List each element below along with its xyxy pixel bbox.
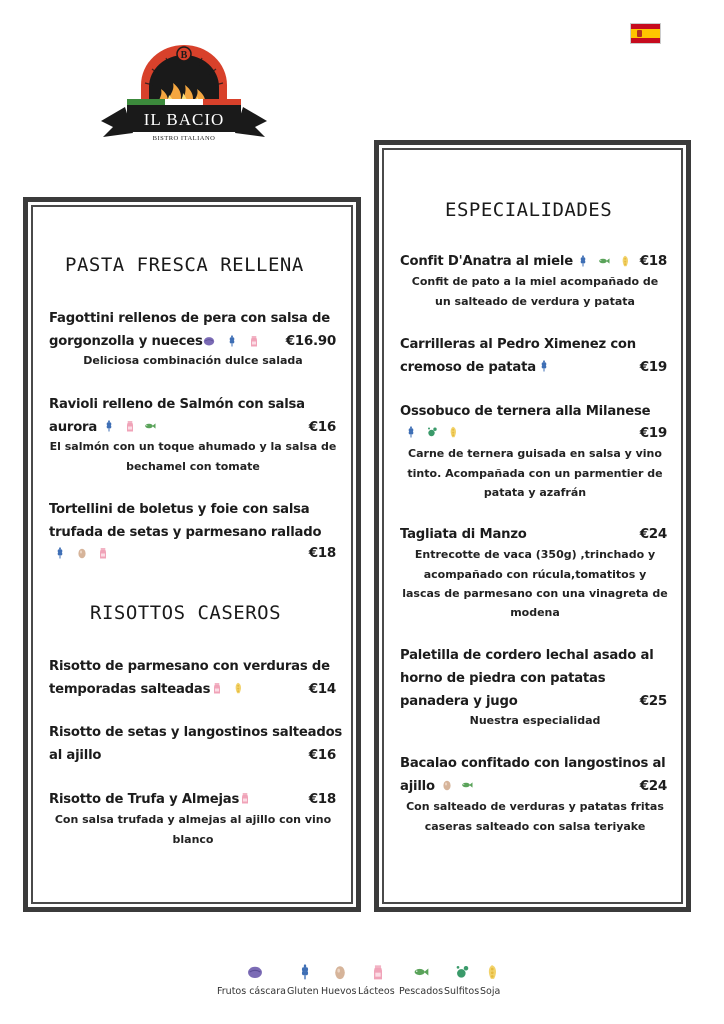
- dish-price: €16.90: [285, 333, 336, 349]
- milk-icon: [97, 547, 109, 559]
- dish-description: modena: [510, 606, 560, 619]
- dish-price: €16: [308, 747, 336, 763]
- dish-description: Carne de ternera guisada en salsa y vino: [408, 447, 662, 460]
- dish-name: panadera y jugo: [400, 694, 518, 709]
- dish-description: Con salteado de verduras y patatas fritas: [406, 800, 664, 813]
- milk-icon: [124, 420, 136, 432]
- brand-tagline: BISTRO ITALIANO: [152, 135, 216, 142]
- sulfite-icon: [426, 426, 438, 438]
- dish-name: cremoso de patata: [400, 360, 536, 375]
- section-title-pasta: PASTA FRESCA RELLENA: [65, 254, 304, 276]
- dish-description: Entrecotte de vaca (350g) ,trinchado y: [414, 548, 656, 561]
- dish-name: Confit D'Anatra al miele: [400, 254, 573, 269]
- dish-price: €14: [308, 681, 336, 697]
- dish-name: Risotto de setas y langostinos salteados: [49, 725, 343, 740]
- dish-name: Tortellini de boletus y foie con salsa: [49, 502, 310, 517]
- dish-description: Deliciosa combinación dulce salada: [83, 354, 303, 367]
- dish-name: temporadas salteadas: [49, 682, 211, 697]
- dish-price: €19: [639, 359, 667, 375]
- dish-description: Nuestra especialidad: [469, 714, 601, 727]
- dish-name: al ajillo: [49, 748, 102, 763]
- dish-description: acompañado con rúcula,tomatitos y: [423, 568, 647, 581]
- egg-icon: [76, 547, 88, 559]
- dish-price: €18: [308, 545, 336, 561]
- nut-icon: [247, 964, 263, 980]
- dish-name: Fagottini rellenos de pera con salsa de: [49, 311, 330, 326]
- soy-icon: [232, 682, 244, 694]
- dish-description: El salmón con un toque ahumado y la salsa de: [49, 440, 337, 453]
- dish-description: blanco: [172, 833, 214, 846]
- wheat-icon: [54, 547, 66, 559]
- dish-price: €24: [639, 526, 667, 542]
- dish-description: Con salsa trufada y almejas al ajillo con vino: [54, 813, 332, 826]
- soy-icon: [447, 426, 459, 438]
- dish-name: Risotto de Trufa y Almejas: [49, 792, 240, 807]
- sulfite-icon: [454, 964, 470, 980]
- dish-name: trufada de setas y parmesano rallado: [49, 525, 322, 540]
- dish-name: Ossobuco de ternera alla Milanese: [400, 404, 651, 419]
- milk-icon: [370, 964, 386, 980]
- legend-label: Sulfitos: [444, 986, 480, 997]
- dish-price: €18: [308, 791, 336, 807]
- allergen-legend: [217, 962, 507, 1002]
- logo-monogram: B: [180, 50, 188, 61]
- dish-description: Confit de pato a la miel acompañado de: [411, 275, 659, 288]
- fish-icon: [413, 964, 429, 980]
- dish-name: horno de piedra con patatas: [400, 671, 606, 686]
- wheat-icon: [297, 964, 313, 980]
- dish-price: €19: [639, 425, 667, 441]
- legend-label: Pescados: [399, 986, 444, 997]
- section-title-risottos: RISOTTOS CASEROS: [90, 602, 282, 624]
- dish-name: Carrilleras al Pedro Ximenez con: [400, 337, 636, 352]
- wheat-icon: [226, 335, 238, 347]
- dish-name: gorgonzolla y nueces: [49, 334, 203, 349]
- legend-label: Soja: [480, 986, 501, 997]
- egg-icon: [441, 779, 453, 791]
- dish-price: €24: [639, 778, 667, 794]
- wheat-icon: [405, 426, 417, 438]
- wheat-icon: [577, 255, 589, 267]
- milk-icon: [239, 792, 251, 804]
- milk-icon: [211, 682, 223, 694]
- nut-icon: [203, 335, 215, 347]
- dish-name: Ravioli relleno de Salmón con salsa: [49, 397, 305, 412]
- legend-label: Gluten: [287, 986, 319, 997]
- fish-icon: [461, 779, 473, 791]
- es-flag-icon[interactable]: [630, 23, 661, 44]
- legend-label: Frutos cáscara: [217, 986, 286, 997]
- dish-price: €16: [308, 419, 336, 435]
- brand-logo: [97, 45, 271, 157]
- dish-price: €25: [639, 693, 667, 709]
- egg-icon: [332, 964, 348, 980]
- dish-name: Paletilla de cordero lechal asado al: [400, 648, 654, 663]
- dish-name: aurora: [49, 420, 98, 435]
- wheat-icon: [538, 360, 550, 372]
- section-title-specials: ESPECIALIDADES: [445, 199, 613, 221]
- brand-name: IL BACIO: [143, 110, 225, 129]
- milk-icon: [248, 335, 260, 347]
- soy-icon: [484, 964, 500, 980]
- dish-description: patata y azafrán: [483, 486, 587, 499]
- fish-icon: [144, 420, 156, 432]
- legend-label: Huevos: [321, 986, 357, 997]
- wheat-icon: [103, 420, 115, 432]
- dish-description: caseras salteado con salsa teriyake: [424, 820, 646, 833]
- dish-description: lascas de parmesano con una vinagreta de: [402, 587, 668, 600]
- dish-description: un salteado de verdura y patata: [435, 295, 635, 308]
- dish-description: tinto. Acompañada con un parmentier de: [407, 467, 663, 480]
- legend-label: Lácteos: [358, 986, 395, 997]
- dish-name: ajillo: [400, 779, 435, 794]
- dish-name: Risotto de parmesano con verduras de: [49, 659, 330, 674]
- dish-price: €18: [639, 253, 667, 269]
- dish-name: Bacalao confitado con langostinos al: [400, 756, 666, 771]
- dish-name: Tagliata di Manzo: [400, 527, 527, 542]
- dish-description: bechamel con tomate: [126, 460, 260, 473]
